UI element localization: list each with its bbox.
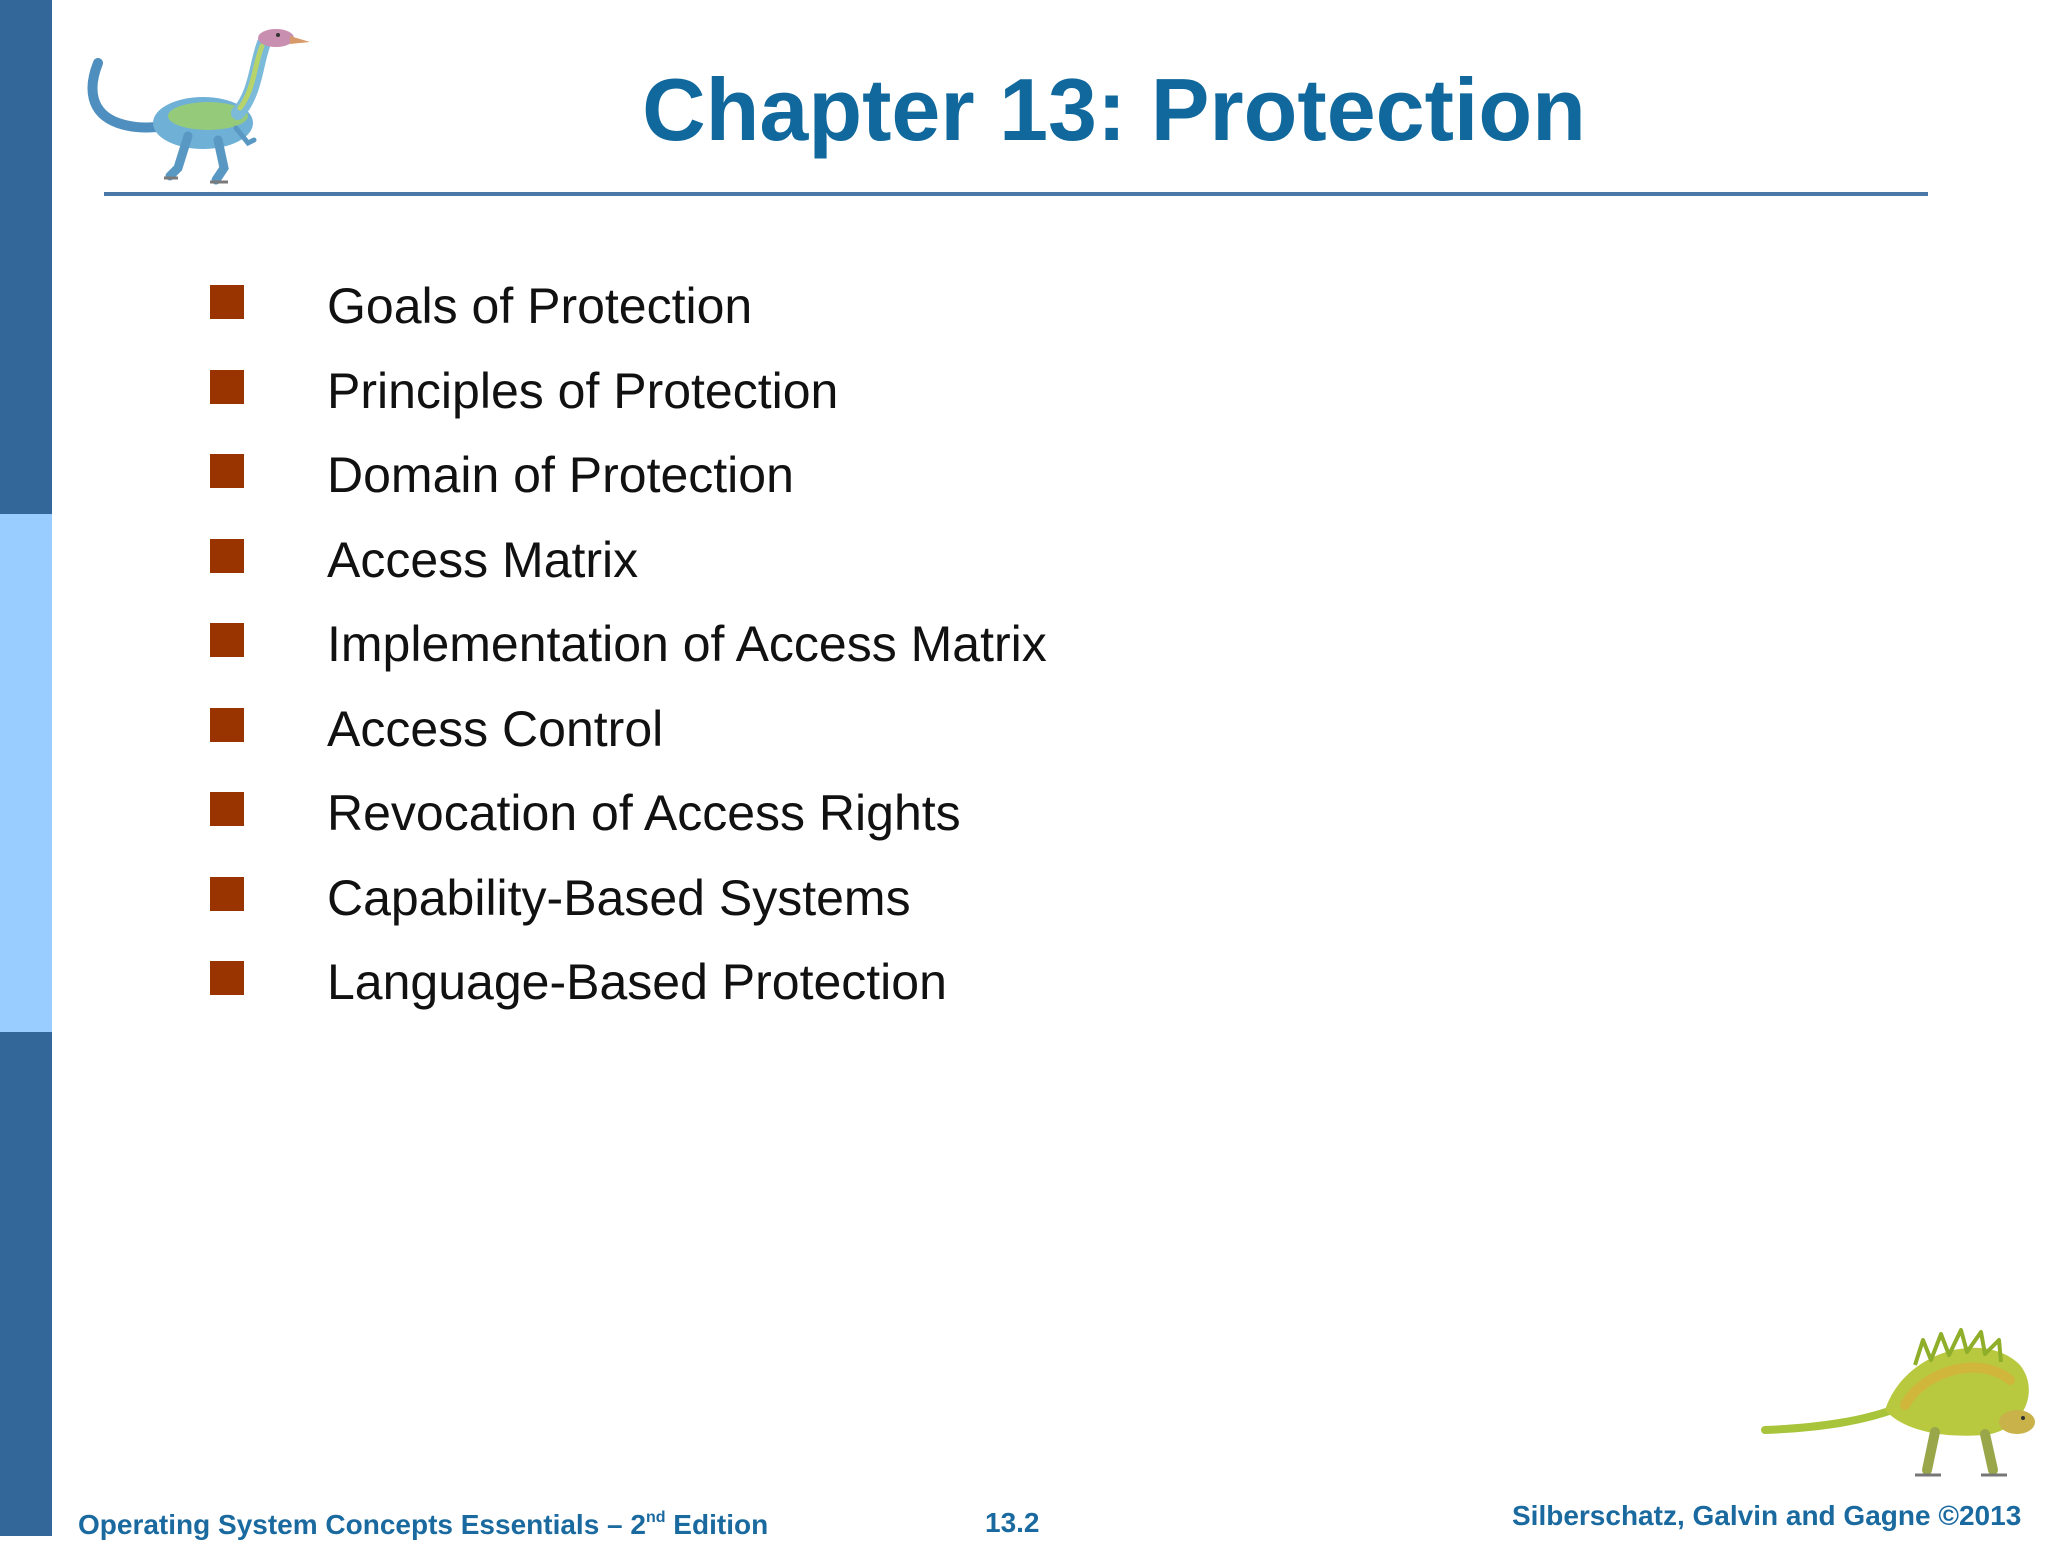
sidebar-segment-bottom bbox=[0, 1032, 52, 1536]
bullet-text: Language-Based Protection bbox=[327, 954, 947, 1011]
list-item bbox=[210, 349, 1047, 434]
dinosaur-standing-icon bbox=[78, 18, 318, 190]
list-item bbox=[210, 264, 1047, 349]
bullet-text: Goals of Protection bbox=[327, 278, 753, 335]
footer-page-number: 13.2 bbox=[985, 1507, 1040, 1538]
title-divider bbox=[104, 192, 1928, 196]
bullet-text: Revocation of Access Rights bbox=[327, 785, 961, 842]
square-bullet-icon bbox=[210, 370, 244, 404]
square-bullet-icon bbox=[210, 708, 244, 742]
bullet-text: Implementation of Access Matrix bbox=[327, 616, 1047, 673]
dinosaur-crouching-icon bbox=[1755, 1310, 2045, 1485]
square-bullet-icon bbox=[210, 454, 244, 488]
square-bullet-icon bbox=[210, 792, 244, 826]
square-bullet-icon bbox=[210, 877, 244, 911]
square-bullet-icon bbox=[210, 285, 244, 319]
bullet-text: Principles of Protection bbox=[327, 362, 839, 419]
list-item bbox=[210, 602, 1047, 687]
square-bullet-icon bbox=[210, 539, 244, 573]
sidebar-segment-top bbox=[0, 0, 52, 514]
list-item bbox=[210, 940, 1047, 1025]
list-item bbox=[210, 433, 1047, 518]
list-item bbox=[210, 771, 1047, 856]
list-item bbox=[210, 856, 1047, 941]
list-item bbox=[210, 687, 1047, 772]
footer-book-title bbox=[78, 1509, 768, 1541]
footer-book-suffix: Edition bbox=[665, 1509, 769, 1540]
footer-copyright: Silberschatz, Galvin and Gagne ©2013 bbox=[1512, 1500, 2022, 1531]
slide-title: Chapter 13: Protection bbox=[642, 60, 1586, 159]
square-bullet-icon bbox=[210, 961, 244, 995]
square-bullet-icon bbox=[210, 623, 244, 657]
footer-book-prefix: Operating System Concepts Essentials – 2 bbox=[78, 1509, 646, 1540]
bullet-text: Capability-Based Systems bbox=[327, 869, 911, 926]
bullet-text: Domain of Protection bbox=[327, 447, 794, 504]
bullet-list bbox=[210, 264, 1047, 1025]
bullet-text: Access Control bbox=[327, 700, 664, 757]
bullet-text: Access Matrix bbox=[327, 531, 639, 588]
sidebar-segment-middle bbox=[0, 514, 52, 1032]
footer-book-superscript: nd bbox=[645, 1509, 666, 1526]
sidebar-stripe bbox=[0, 0, 52, 1536]
list-item bbox=[210, 518, 1047, 603]
